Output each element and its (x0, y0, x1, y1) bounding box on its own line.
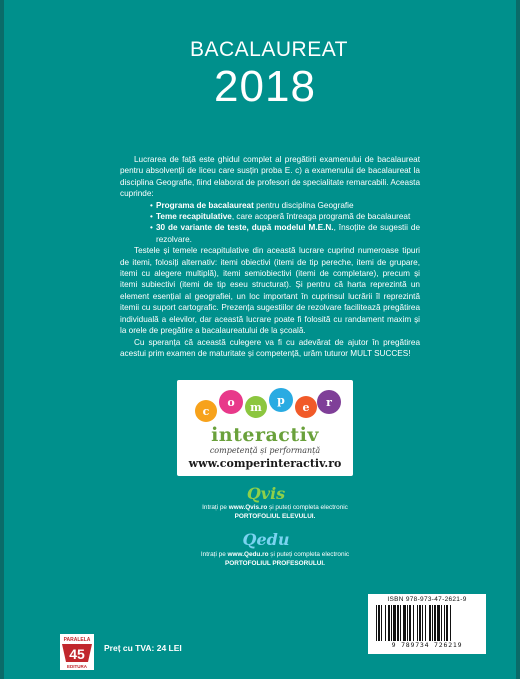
barcode-bar (378, 605, 380, 641)
barcode-bar (397, 605, 399, 641)
qvis-logo: Qvis (246, 484, 286, 503)
closing-paragraph: Cu speranța că această culegere va fi cu adevărat de ajutor în pregătirea acestui prim examen de maturitate și competență, urăm tuturor MULT SUCCES! (120, 337, 420, 358)
barcode (368, 594, 486, 654)
publisher-top: PARALELA (63, 637, 91, 643)
list-item-text: , însoțite de sugestii de rezolvare. (156, 223, 420, 244)
bubble-letter: c (195, 400, 217, 422)
bullet-icon: • (150, 200, 153, 210)
list-item-text: , care acoperă întreaga programă de bacalaureat (231, 212, 411, 222)
qedu-logo: Qedu (242, 530, 290, 549)
barcode-bar (391, 605, 392, 641)
barcode-bar (434, 605, 436, 641)
intro-paragraph: Lucrarea de față este ghidul complet al pregătirii examenului de bacalaureat pentru absolvenții de liceu care susțin proba E. c) a examenului de bacalaureat la disciplina Geografie, fiind elaborat de profesori de specialitate remarcabili. Aceasta cuprinde: (120, 155, 420, 199)
list-item-bold: 30 de variante de teste, după modelul M.E.N. (156, 223, 334, 233)
barcode-bar (417, 605, 418, 641)
list-item (150, 211, 420, 222)
barcode-bar (388, 605, 390, 641)
publisher-logo (60, 634, 94, 670)
barcode-bar (446, 605, 448, 641)
qvis-prefix: Intrați pe (202, 504, 229, 511)
barcode-bar (419, 605, 421, 641)
bubble-letter: o (219, 390, 243, 414)
list-item-bold: Programa de bacalaureat (156, 200, 254, 210)
barcode-bars (376, 605, 478, 641)
items-paragraph: Testele și temele recapitulative din această lucrare cuprind numeroase tipuri de itemi, folosiți alternativ: itemi obiectivi (itemi de tip pereche, itemi de grupare, itemi cu alegere multiplă), itemi semiobiectivi (itemi de completare), precum și itemi subiectivi (itemi de tip eseu structurat). Și pentru că harta reprezintă un element esențial al geografiei, un loc important în cuprinsul lucrării îl reprezintă itemii cu suport cartografic. Prezența sugestiilor de rezolvare facilitează pregătirea individuală a elevilor, dar această lucrare poate fi folosită cu randament maxim și la orele de pregătire a bacalaureatului de la școală. (120, 246, 420, 336)
bubble-letter: r (317, 390, 341, 414)
bullet-icon: • (150, 223, 153, 233)
barcode-bar (444, 605, 445, 641)
qvis-portfolio: PORTOFOLIUL ELEVULUI. (234, 513, 316, 520)
barcode-bar (422, 605, 423, 641)
barcode-bar (376, 605, 377, 641)
qedu-suffix: și puteți completa electronic (268, 551, 350, 558)
right-edge-shadow (516, 0, 520, 679)
barcode-bar (385, 605, 386, 641)
qedu-prefix: Intrați pe (200, 551, 228, 558)
barcode-bar (432, 605, 433, 641)
price-label: Preț cu TVA: 24 LEI (104, 643, 182, 653)
left-edge-shadow (0, 0, 4, 679)
barcode-digits: 9 789734 726219 (391, 641, 463, 649)
list-item-text: pentru disciplina Geografie (253, 200, 354, 210)
publisher-bottom: EDITURA (67, 664, 87, 669)
bubble-letter: p (269, 388, 293, 412)
barcode-bar (409, 605, 411, 641)
series-title: BACALAUREAT (190, 38, 348, 61)
barcode-bar (407, 605, 408, 641)
bubble-letter: e (295, 396, 317, 418)
barcode-bar (393, 605, 396, 641)
barcode-bar (400, 605, 401, 641)
contents-list (120, 200, 420, 246)
list-item (150, 222, 420, 245)
qedu-info (190, 550, 360, 568)
barcode-bar (429, 605, 431, 641)
barcode-bar (441, 605, 442, 641)
barcode-bar (425, 605, 426, 641)
barcode-bar (437, 605, 440, 641)
publisher-number: 45 (69, 646, 85, 662)
comper-brand-name: interactiv (211, 424, 319, 446)
comper-interactiv-logo (177, 380, 353, 476)
isbn-label: ISBN 978-973-47-2621-9 (387, 596, 467, 603)
barcode-bar (403, 605, 406, 641)
barcode-bar (413, 605, 414, 641)
list-item-bold: Teme recapitulative (156, 212, 232, 222)
qedu-portfolio: PORTOFOLIUL PROFESORULUI. (225, 560, 325, 567)
book-description (120, 154, 420, 359)
comper-tagline: competență și performanță (209, 446, 321, 455)
comper-bubbles (177, 384, 353, 424)
qvis-info (190, 503, 360, 521)
comper-url: www.comperinteractiv.ro (188, 457, 342, 470)
barcode-bar (381, 605, 382, 641)
qvis-site: www.Qvis.ro (228, 504, 268, 511)
qvis-suffix: și puteți completa electronic (267, 504, 348, 511)
qedu-site: www.Qedu.ro (227, 551, 269, 558)
list-item (150, 200, 420, 211)
barcode-bar (450, 605, 451, 641)
bubble-letter: m (245, 396, 267, 418)
edition-year: 2018 (214, 62, 316, 111)
bullet-icon: • (150, 212, 153, 222)
